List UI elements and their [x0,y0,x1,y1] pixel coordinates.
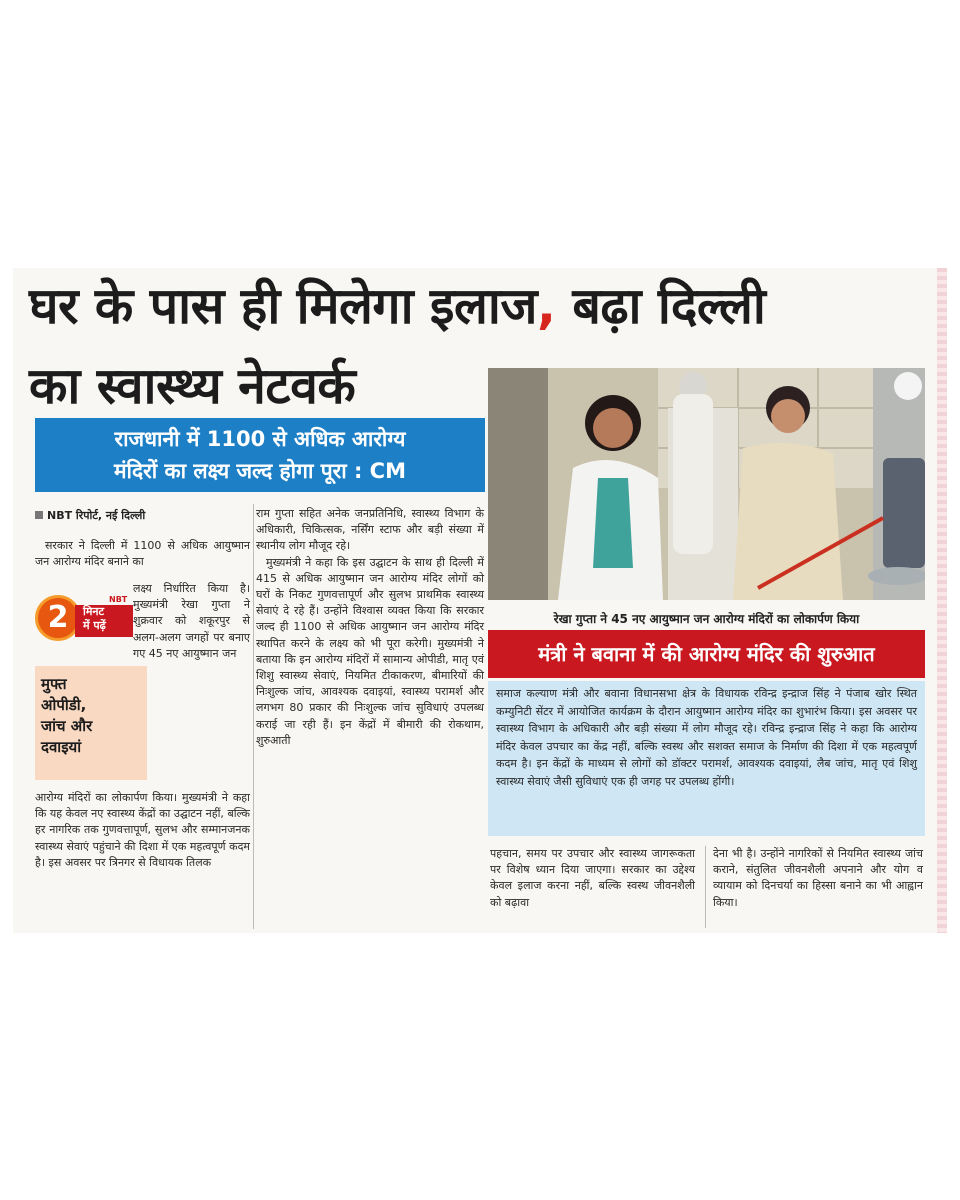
article-column-1-side [133,581,250,662]
sidebox-line-2: ओपीडी, [41,696,87,714]
headline-part-2: बढ़ा दिल्ली [555,277,766,335]
article-column-4 [713,846,923,911]
headline-line-2: का स्वास्थ्य नेटवर्क [29,357,356,415]
highlight-sidebox [35,666,147,780]
byline-text: NBT रिपोर्ट, नई दिल्ली [47,509,146,522]
article-paragraph: राम गुप्ता सहित अनेक जनप्रतिनिधि, स्वास्थ्य विभाग के अधिकारी, चिकित्सक, नर्सिंग स्टाफ और बड़ी संख्या में स्थानीय लोग मौजूद रहे। [256,507,484,553]
sidebox-line-1: मुफ्त [41,675,67,693]
article-paragraph: पहचान, समय पर उपचार और स्वास्थ्य जागरूकता पर विशेष ध्यान दिया जाएगा। सरकार का उद्देश्य केवल इलाज करना नहीं, बल्कि स्वस्थ जीवनशैली को बढ़ावा [490,847,695,909]
headline-part-1: घर के पास ही मिलेगा इलाज [29,277,537,335]
badge-number: 2 [35,595,81,641]
event-photo [488,368,925,600]
torn-paper-edge [937,268,947,933]
article-paragraph: सरकार ने दिल्ली में 1100 से अधिक आयुष्मान जन आरोग्य मंदिर बनाने का [35,539,250,569]
two-minute-read-badge [35,591,135,647]
photo-caption: रेखा गुप्ता ने 45 नए आयुष्मान जन आरोग्य मंदिरों का लोकार्पण किया [553,612,860,626]
article-paragraph: मुख्यमंत्री ने कहा कि इस उद्घाटन के साथ ही दिल्ली में 415 से अधिक आयुष्मान जन आरोग्य मंदिर लोगों को घरों के निकट गुणवत्तापूर्ण और सुलभ प्राथमिक स्वास्थ्य सेवाएं दे रहे हैं। उन्होंने विश्वास व्यक्त किया कि सरकार जल्द ही 1100 से अधिक आयुष्मान जन आरोग्य मंदिर स्थापित करने के लक्ष्य को भी पूरा करेगी। मुख्यमंत्री ने बताया कि इन आरोग्य मंदिरों में सामान्य ओपीडी, मातृ एवं शिशु स्वास्थ्य सेवाएं, नियमित टीकाकरण, बीमारियों की निःशुल्क जांच, आवश्यक दवाइयां, स्वास्थ्य परामर्श और लगभग 80 प्रकार की निःशुल्क जांच सुविधाएं उपलब्ध कराई जा रही हैं। इन केंद्रों में बीमारी की रोकथाम, शुरुआती [256,555,484,747]
column-divider [705,846,706,928]
article-paragraph: आरोग्य मंदिरों का लोकार्पण किया। मुख्यमंत्री ने कहा कि यह केवल नए स्वास्थ्य केंद्रों का उद्घाटन नहीं, बल्कि हर नागरिक तक गुणवत्तापूर्ण, सुलभ और सम्मानजनक स्वास्थ्य सेवाएं पहुंचाने की दिशा में एक महत्वपूर्ण कदम है। इस अवसर पर त्रिनगर से विधायक तिलक [35,791,250,869]
badge-brand: NBT [109,595,128,604]
related-headline: मंत्री ने बवाना में की आरोग्य मंदिर की शुरुआत [538,642,875,666]
subheadline-line-2: मंदिरों का लक्ष्य जल्द होगा पूरा : CM [114,459,406,483]
byline [35,508,145,523]
subheadline-line-1: राजधानी में 1100 से अधिक आरोग्य [114,427,406,451]
article-column-3 [490,846,695,911]
subheadline-banner [35,418,485,492]
related-story-box [488,681,925,836]
headline-comma: , [536,277,556,335]
badge-label-line-1: मिनट [83,605,105,618]
inauguration-photo-illustration [488,368,925,600]
related-headline-band [488,630,925,678]
newspaper-clipping [13,268,947,933]
badge-label-line-2: में पढ़ें [83,619,106,632]
column-divider [253,504,254,929]
article-paragraph: लक्ष्य निर्धारित किया है। मुख्यमंत्री रेखा गुप्ता ने शुक्रवार को शकूरपुर से अलग-अलग जगहों पर बनाए गए 45 नए आयुष्मान जन [133,582,250,660]
sidebox-line-3: जांच और [41,717,93,735]
article-column-1-top [35,538,250,570]
article-column-1-bottom [35,790,250,871]
sidebox-line-4: दवाइयां [41,738,82,756]
article-paragraph: देना भी है। उन्होंने नागरिकों से नियमित स्वास्थ्य जांच कराने, संतुलित जीवनशैली अपनाने और योग व व्यायाम को दिनचर्या का हिस्सा बनाने का भी आह्वान किया। [713,847,923,909]
article-column-2 [256,506,484,749]
headline-line-1 [29,276,765,336]
related-story-body: समाज कल्याण मंत्री और बवाना विधानसभा क्षेत्र के विधायक रविन्द्र इन्द्राज सिंह ने पंजाब खोर स्थित कम्युनिटी सेंटर में आयोजित कार्यक्रम के दौरान आयुष्मान आरोग्य मंदिर का शुभारंभ किया। इस अवसर पर स्वास्थ्य विभाग के अधिकारी और बड़ी संख्या में लोग मौजूद रहे। रविन्द्र इन्द्राज सिंह ने कहा कि आरोग्य मंदिर केवल उपचार का केंद्र नहीं, बल्कि स्वस्थ और सशक्त समाज के निर्माण की दिशा में एक महत्वपूर्ण कदम है। इन केंद्रों के माध्यम से लोगों को डॉक्टर परामर्श, आवश्यक दवाइयां, लैब जांच, मातृ एवं शिशु स्वास्थ्य सेवाएं जैसी सुविधाएं एक ही जगह पर उपलब्ध होंगी। [496,687,917,788]
badge-label [75,605,133,637]
square-bullet-icon [35,511,43,519]
